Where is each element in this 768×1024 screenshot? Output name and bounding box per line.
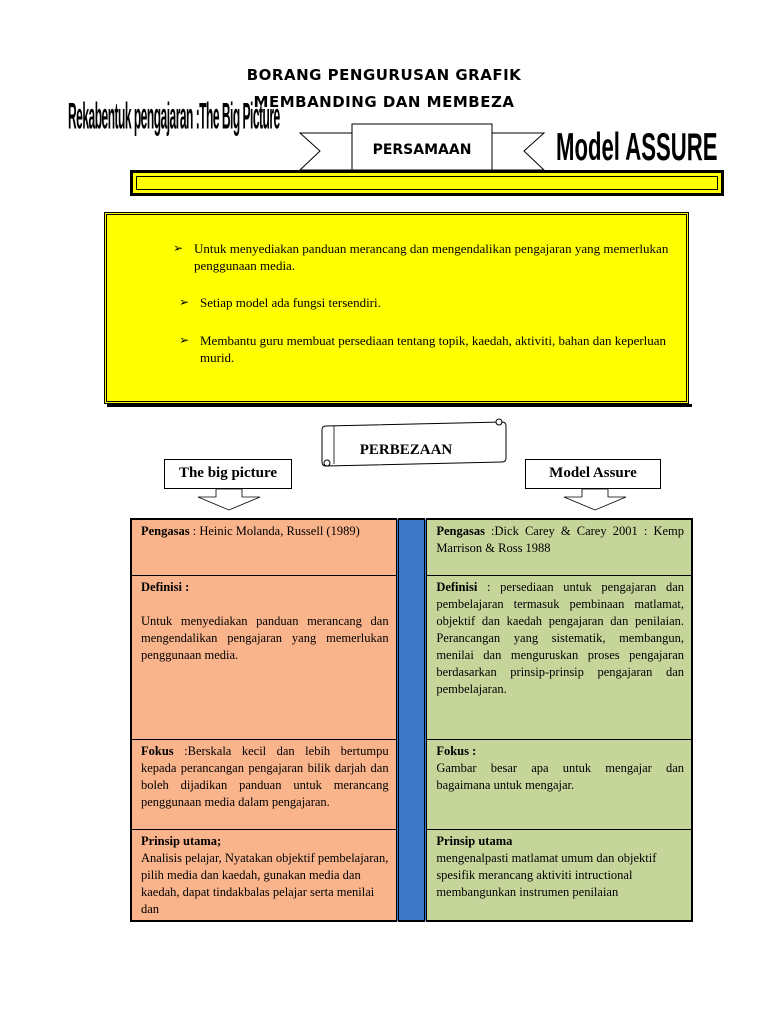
down-arrow-icon (562, 489, 628, 511)
persamaan-bullet: ➢ Membantu guru membuat persediaan tentang topik, kaedah, aktiviti, bahan dan keperluan murid. (179, 333, 667, 365)
column-divider (397, 575, 426, 739)
table-row (131, 519, 692, 575)
model-assure-cell: Fokus : Gambar besar apa untuk mengajar dan bagaimana untuk mengajar. (426, 739, 692, 829)
arrow-bullet-icon: ➢ (179, 295, 190, 309)
perbezaan-label: PERBEZAAN (359, 442, 453, 458)
big-picture-cell: Definisi : Untuk menyediakan panduan merancang dan mengendalikan pengajaran yang memerlukan penggunaan media. (131, 575, 397, 739)
down-arrow-icon (196, 489, 262, 511)
yellow-bar (130, 170, 724, 196)
table-row (131, 739, 692, 829)
comparison-table (130, 518, 693, 922)
table-row (131, 575, 692, 739)
persamaan-bullet: ➢ Untuk menyediakan panduan merancang dan mengendalikan pengajaran yang memerlukan penggunaan media. (173, 241, 669, 273)
table-row (131, 829, 692, 921)
column-divider (397, 739, 426, 829)
arrow-bullet-icon: ➢ (179, 333, 190, 347)
model-assure-cell: Pengasas :Dick Carey & Carey 2001 : Kemp Marrison & Ross 1988 (426, 519, 692, 575)
model-assure-cell: Definisi : persediaan untuk pengajaran dan pembelajaran termasuk pembinaan matlamat, objektif dan kaedah pengajaran dan penilaian. Perancangan yang sistematik, membangun, menilai dan menguruskan proses pengajaran berdasarkan prinsip-prinsip pengajaran dan pembelajaran. (426, 575, 692, 739)
model-assure-cell: Prinsip utama mengenalpasti matlamat umum dan objektif spesifik merancang aktiviti intructional membangunkan instrumen penilaian (426, 829, 692, 921)
persamaan-bullet: ➢ Setiap model ada fungsi tersendiri. (179, 295, 381, 310)
form-title-line1: BORANG PENGURUSAN GRAFIK (246, 66, 522, 84)
big-picture-label: The big picture (164, 459, 292, 489)
form-title-line2: MEMBANDING DAN MEMBEZA (253, 93, 515, 111)
column-divider (397, 519, 426, 575)
model-assure-label: Model Assure (525, 459, 661, 489)
persamaan-box (104, 212, 689, 404)
left-heading: Rekabentuk pengajaran :The Big Picture (68, 96, 280, 138)
column-divider (397, 829, 426, 921)
big-picture-cell: Prinsip utama; Analisis pelajar, Nyatakan objektif pembelajaran, pilih media dan kaedah, gunakan media dan kaedah, dapat tindakbalas pelajar serta menilai dan (131, 829, 397, 921)
persamaan-label: PERSAMAAN (372, 142, 472, 158)
big-picture-cell: Pengasas : Heinic Molanda, Russell (1989) (131, 519, 397, 575)
arrow-bullet-icon: ➢ (173, 241, 184, 255)
right-heading: Model ASSURE (556, 125, 718, 169)
big-picture-cell: Fokus :Berskala kecil dan lebih bertumpu kepada perancangan pengajaran bilik darjah dan boleh dijadikan panduan untuk merancang penggunaan media dalam pengajaran. (131, 739, 397, 829)
